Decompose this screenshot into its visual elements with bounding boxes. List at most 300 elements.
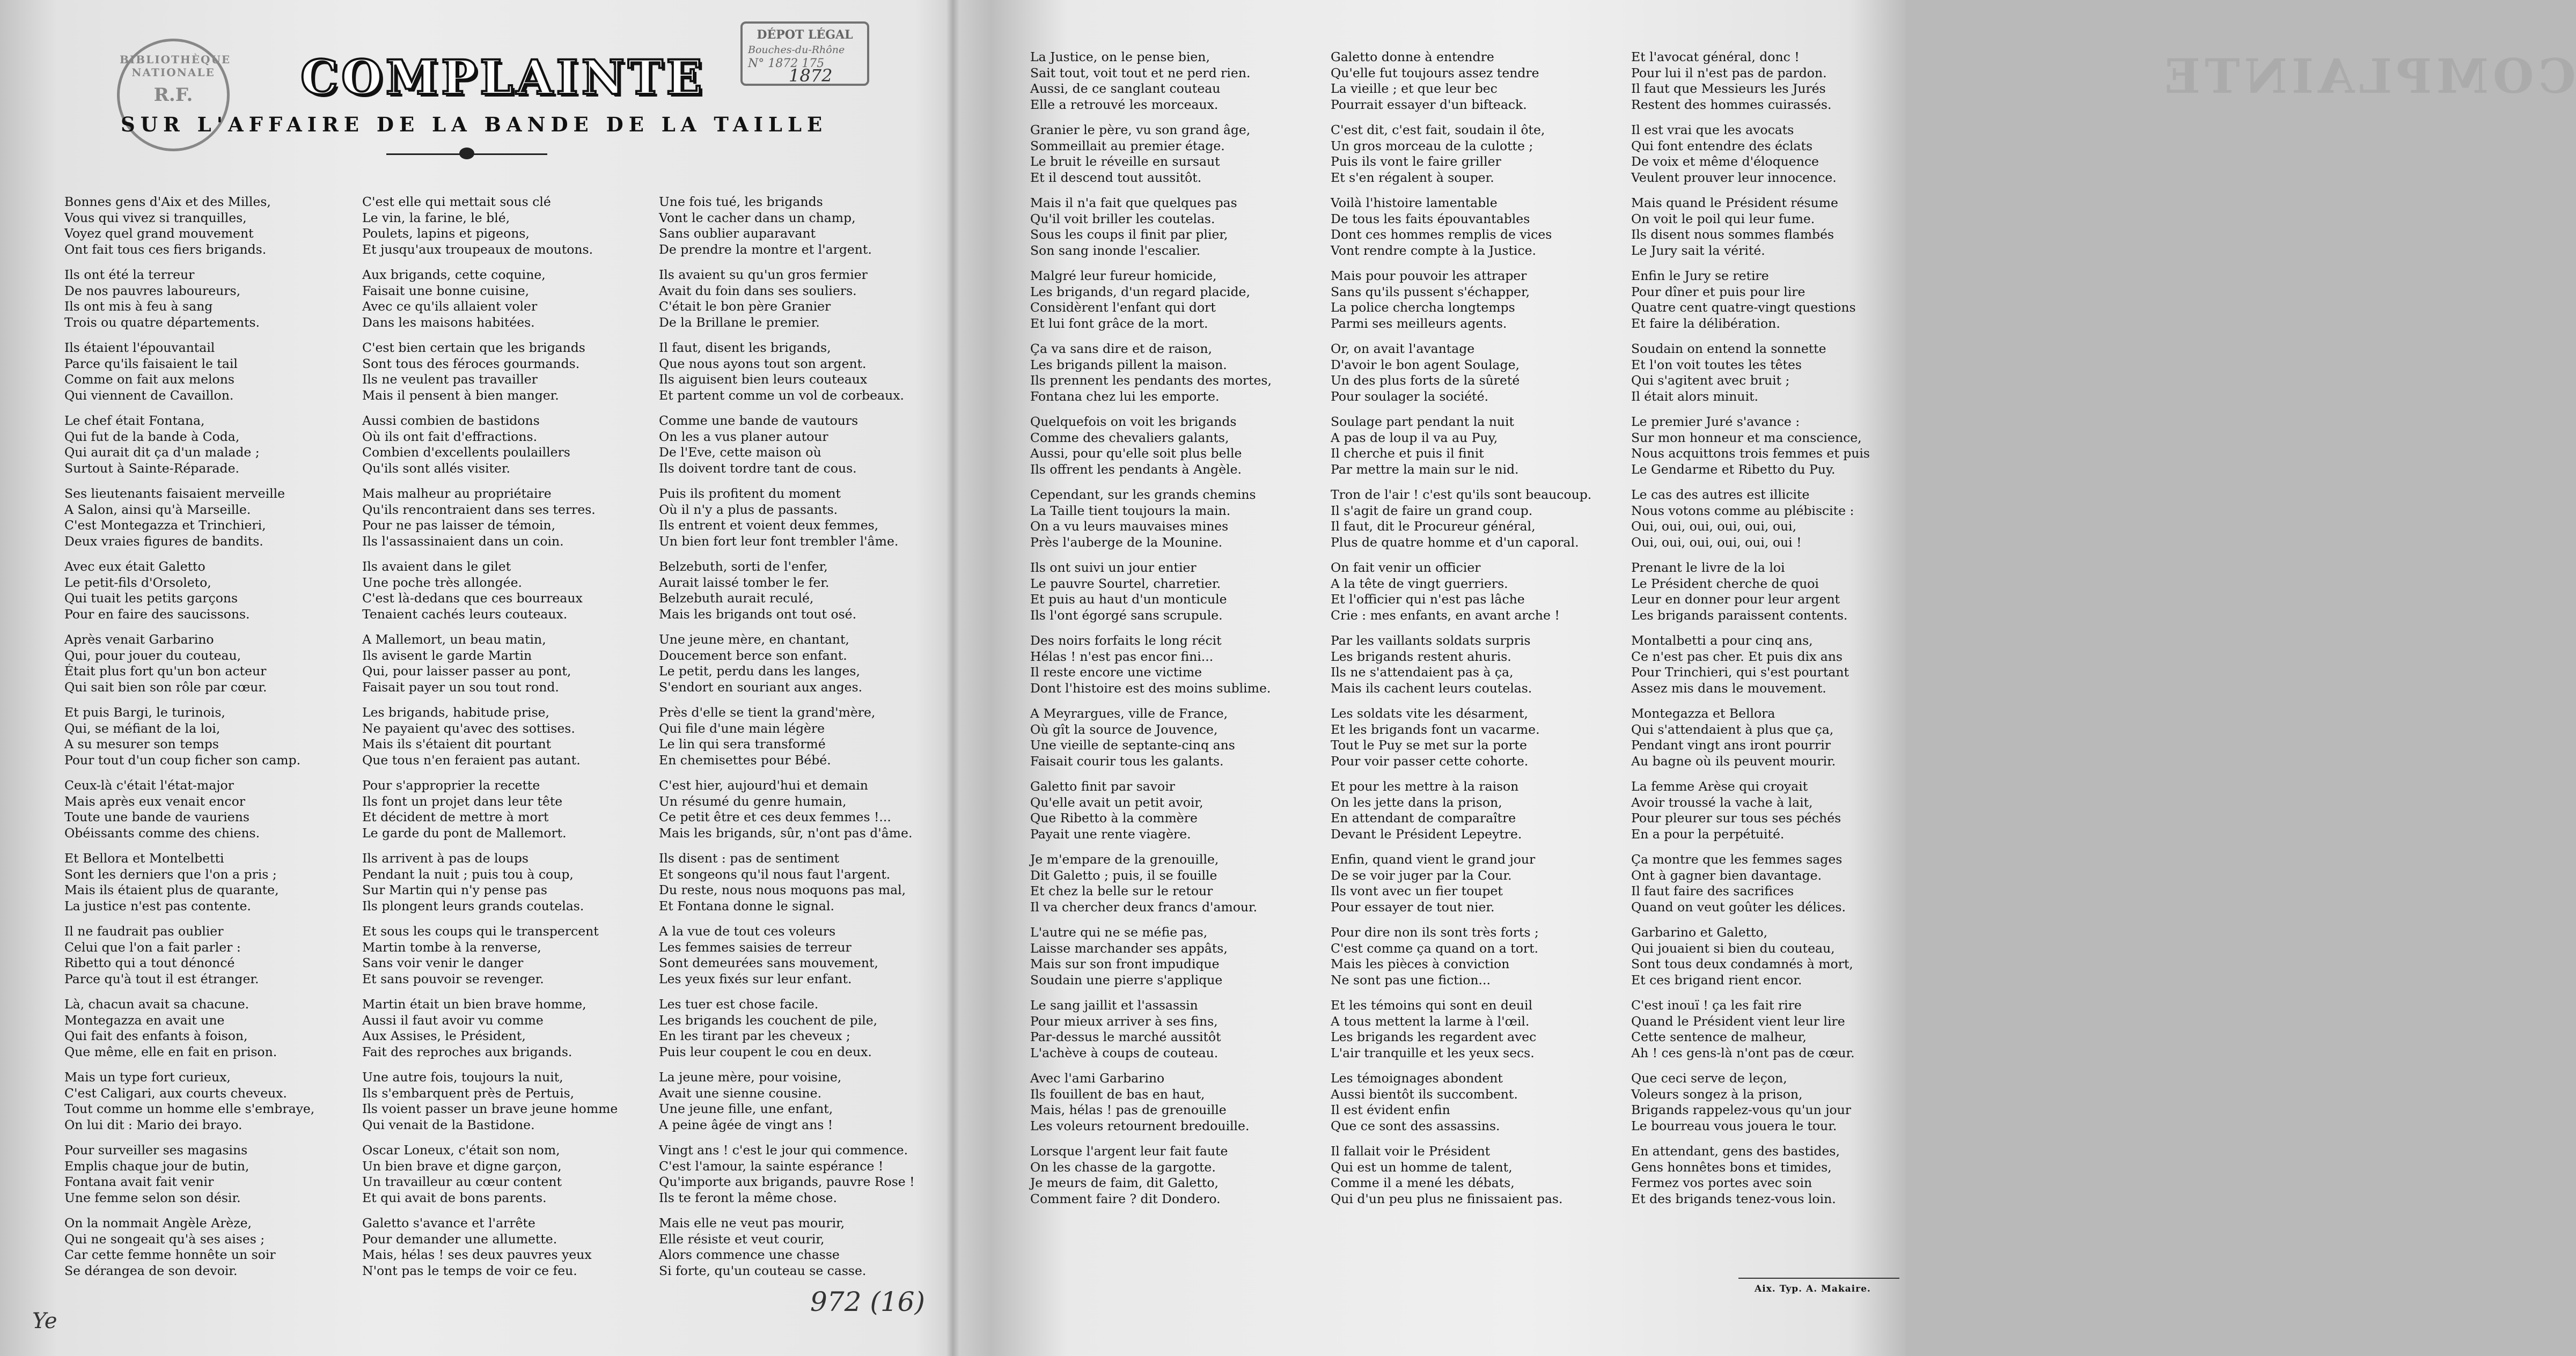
verse-line: Sont demeurées sans mouvement, xyxy=(659,955,878,970)
verse-line: Un résumé du genre humain, xyxy=(659,793,847,809)
verse-line: Pour Trinchieri, qui s'est pourtant xyxy=(1631,665,1849,680)
verse-line: Une jeune fille, une enfant, xyxy=(659,1101,833,1116)
stanza xyxy=(1631,49,1921,113)
stanza xyxy=(362,486,652,549)
stanza xyxy=(1030,925,1320,988)
verse-line: Poulets, lapins et pigeons, xyxy=(362,226,530,241)
verse-line: Si forte, qu'un couteau se casse. xyxy=(659,1263,867,1278)
verse-line: A Meyrargues, ville de France, xyxy=(1030,706,1228,721)
verse-line: De voix et même d'éloquence xyxy=(1631,154,1819,169)
verse-line: Ils disent : pas de sentiment xyxy=(659,851,840,866)
verse-line: Ils s'embarquent près de Pertuis, xyxy=(362,1085,575,1101)
verse-line: Et l'on voit toutes les têtes xyxy=(1631,357,1802,372)
verse-line: Comme on fait aux melons xyxy=(64,372,234,387)
poem-column-6 xyxy=(1631,49,1921,1217)
verse-line: Il s'agit de faire un grand coup. xyxy=(1331,503,1533,518)
verse-line: C'est l'amour, la sainte espérance ! xyxy=(659,1158,884,1174)
verse-line: Et sans pouvoir se revenger. xyxy=(362,971,544,986)
verse-line: Tron de l'air ! c'est qu'ils sont beaucoup. xyxy=(1331,487,1592,502)
verse-line: Ils plongent leurs grands coutelas. xyxy=(362,898,584,913)
stanza xyxy=(1331,925,1620,988)
verse-line: Ont à gagner bien davantage. xyxy=(1631,867,1822,883)
verse-line: Galetto donne à entendre xyxy=(1331,49,1494,64)
verse-line: Vont le cacher dans un champ, xyxy=(659,210,856,225)
verse-line: Pour dire non ils sont très forts ; xyxy=(1331,925,1539,940)
stanza xyxy=(1331,122,1620,186)
stanza xyxy=(64,705,354,768)
verse-line: Soudain on entend la sonnette xyxy=(1631,341,1826,356)
verse-line: Car cette femme honnête un soir xyxy=(64,1247,276,1262)
verse-line: La police chercha longtemps xyxy=(1331,300,1515,315)
verse-line: Et puis au haut d'un monticule xyxy=(1030,592,1227,607)
verse-line: C'est hier, aujourd'hui et demain xyxy=(659,778,868,793)
verse-line: Ah ! ces gens-là n'ont pas de cœur. xyxy=(1631,1045,1855,1060)
verse-line: Mais quand le Président résume xyxy=(1631,195,1838,210)
verse-line: C'est là-dedans que ces bourreaux xyxy=(362,591,583,606)
verse-line: Et il descend tout aussitôt. xyxy=(1030,170,1202,185)
verse-line: Ils arrivent à pas de loups xyxy=(362,851,529,866)
stanza xyxy=(1331,49,1620,113)
verse-line: Se dérangea de son devoir. xyxy=(64,1263,238,1278)
stanza xyxy=(362,705,652,768)
verse-line: La femme Arèse qui croyait xyxy=(1631,779,1808,794)
verse-line: Pour pleurer sur tous ses péchés xyxy=(1631,810,1841,826)
verse-line: Qui fut de la bande à Coda, xyxy=(64,429,240,444)
verse-line: Et sous les coups qui le transpercent xyxy=(362,924,599,939)
verse-line: Le vin, la farine, le blé, xyxy=(362,210,510,225)
verse-line: Ce petit être et ces deux femmes !... xyxy=(659,809,891,824)
verse-line: Mais pour pouvoir les attraper xyxy=(1331,268,1527,283)
verse-line: Ils l'assassinaient dans un coin. xyxy=(362,533,564,549)
verse-line: Pourrait essayer d'un bifteack. xyxy=(1331,97,1527,112)
verse-line: Avec eux était Galetto xyxy=(64,559,206,574)
verse-line: Doucement berce son enfant. xyxy=(659,647,847,663)
verse-line: Mais il pensent à bien manger. xyxy=(362,387,559,403)
verse-line: Elle résiste et veut courir, xyxy=(659,1231,825,1247)
verse-line: Et lui font grâce de la mort. xyxy=(1030,315,1208,331)
stanza xyxy=(1631,341,1921,404)
verse-line: Et décident de mettre à mort xyxy=(362,809,549,824)
verse-line: Les yeux fixés sur leur enfant. xyxy=(659,971,852,986)
verse-line: Qui s'agitent avec bruit ; xyxy=(1631,373,1790,388)
verse-line: Par mettre la main sur le nid. xyxy=(1331,461,1519,477)
poem-column-4 xyxy=(1030,49,1320,1217)
verse-line: Belzebuth aurait reculé, xyxy=(659,591,814,606)
verse-line: C'est elle qui mettait sous clé xyxy=(362,194,551,209)
verse-line: Un travailleur au cœur content xyxy=(362,1174,562,1189)
verse-line: On lui dit : Mario dei brayo. xyxy=(64,1117,243,1132)
verse-line: Ils voient passer un brave jeune homme xyxy=(362,1101,618,1116)
verse-line: Sommeillait au premier étage. xyxy=(1030,138,1225,153)
verse-line: Aussi combien de bastidons xyxy=(362,413,540,428)
verse-line: Crie : mes enfants, en avant arche ! xyxy=(1331,607,1560,623)
verse-line: Et jusqu'aux troupeaux de moutons. xyxy=(362,241,593,257)
verse-line: Ceux-là c'était l'état-major xyxy=(64,778,234,793)
verse-line: Hélas ! n'est pas encor fini... xyxy=(1030,648,1214,664)
verse-line: Galetto finit par savoir xyxy=(1030,779,1175,794)
stanza xyxy=(1030,487,1320,550)
verse-line: Aussi il faut avoir vu comme xyxy=(362,1012,544,1028)
stanza xyxy=(362,1070,652,1133)
poem-column-2 xyxy=(362,194,652,1288)
stanza xyxy=(1331,195,1620,259)
verse-line: Mais elle ne veut pas mourir, xyxy=(659,1215,845,1230)
verse-line: Qui s'attendaient à plus que ça, xyxy=(1631,721,1834,737)
verse-line: Qu'elle fut toujours assez tendre xyxy=(1331,65,1539,80)
verse-line: La jeune mère, pour voisine, xyxy=(659,1070,842,1085)
verse-line: De nos pauvres laboureurs, xyxy=(64,283,241,298)
verse-line: Gens honnêtes bons et timides, xyxy=(1631,1159,1832,1175)
handwritten-call-number: 972 (16) xyxy=(810,1286,925,1317)
verse-line: Le Président cherche de quoi xyxy=(1631,576,1819,591)
verse-line: Mais, hélas ! ses deux pauvres yeux xyxy=(362,1247,592,1262)
verse-line: Ils l'ont égorgé sans scrupule. xyxy=(1030,607,1223,623)
verse-line: C'était le bon père Granier xyxy=(659,299,831,314)
verse-line: Mais, hélas ! pas de grenouille xyxy=(1030,1102,1227,1117)
verse-line: Ils étaient l'épouvantail xyxy=(64,340,215,355)
verse-line: Sans oublier auparavant xyxy=(659,226,816,241)
verse-line: La justice n'est pas contente. xyxy=(64,898,251,913)
verse-line: Des noirs forfaits le long récit xyxy=(1030,633,1222,648)
stanza xyxy=(64,997,354,1060)
verse-line: Le bruit le réveille en sursaut xyxy=(1030,154,1220,169)
verse-line: Ils ont mis à feu à sang xyxy=(64,299,213,314)
verse-line: Pour surveiller ses magasins xyxy=(64,1143,248,1158)
verse-line: Il faut, dit le Procureur général, xyxy=(1331,519,1536,534)
verse-line: Où il n'y a plus de passants. xyxy=(659,502,838,517)
stanza xyxy=(362,851,652,914)
stanza xyxy=(362,340,652,403)
verse-line: Que même, elle en fait en prison. xyxy=(64,1044,277,1059)
verse-line: Qui fait des enfants à foison, xyxy=(64,1028,248,1043)
verse-line: Ils fouillent de bas en haut, xyxy=(1030,1086,1205,1102)
verse-line: Aux brigands, cette coquine, xyxy=(362,267,546,282)
verse-line: Le petit-fils d'Orsoleto, xyxy=(64,574,211,590)
verse-line: L'air tranquille et les yeux secs. xyxy=(1331,1045,1535,1060)
verse-line: Qui file d'une main légère xyxy=(659,720,825,736)
stanza xyxy=(64,559,354,622)
handwritten-corner-mark: Ye xyxy=(32,1309,57,1333)
handwritten-year: 1872 xyxy=(789,65,833,86)
stanza xyxy=(1331,998,1620,1061)
verse-line: Ils ne s'attendaient pas à ça, xyxy=(1331,665,1514,680)
stanza xyxy=(1030,122,1320,186)
verse-line: On fait venir un officier xyxy=(1331,560,1481,575)
verse-line: Les femmes saisies de terreur xyxy=(659,939,852,955)
stanza xyxy=(1631,925,1921,988)
verse-line: Les brigands pillent la maison. xyxy=(1030,357,1227,372)
verse-line: Parmi ses meilleurs agents. xyxy=(1331,315,1507,331)
verse-line: Sur Martin qui n'y pense pas xyxy=(362,882,547,897)
verse-line: Avait une sienne cousine. xyxy=(659,1085,822,1101)
verse-line: Une autre fois, toujours la nuit, xyxy=(362,1070,563,1085)
stanza xyxy=(659,924,949,987)
verse-line: Obéissants comme des chiens. xyxy=(64,825,260,841)
verse-line: Qui jouaient si bien du couteau, xyxy=(1631,940,1835,956)
verse-line: Dont l'histoire est des moins sublime. xyxy=(1030,680,1271,696)
verse-line: Pour voir passer cette cohorte. xyxy=(1331,753,1529,769)
stanza xyxy=(362,194,652,257)
left-page xyxy=(0,0,953,1356)
verse-line: Sont tous deux condamnés à mort, xyxy=(1631,956,1853,971)
verse-line: C'est comme ça quand on a tort. xyxy=(1331,940,1539,956)
bleed-through-title: COMPLAINTE xyxy=(2160,48,2576,104)
verse-line: En a pour la perpétuité. xyxy=(1631,826,1785,842)
verse-line: Plus de quatre homme et d'un caporal. xyxy=(1331,534,1579,550)
stanza xyxy=(1631,195,1921,259)
stanza xyxy=(659,486,949,549)
verse-line: Quand le Président vient leur lire xyxy=(1631,1013,1845,1029)
verse-line: Fontana chez lui les emporte. xyxy=(1030,388,1220,404)
verse-line: Ils te feront la même chose. xyxy=(659,1190,837,1205)
stanza xyxy=(362,413,652,476)
stanza xyxy=(1631,1144,1921,1207)
verse-line: Le petit, perdu dans les langes, xyxy=(659,664,860,679)
verse-line: Que ce sont des assassins. xyxy=(1331,1118,1500,1133)
stanza xyxy=(659,194,949,257)
verse-line: Les témoignages abondent xyxy=(1331,1071,1503,1086)
verse-line: Les brigands les regardent avec xyxy=(1331,1029,1537,1044)
stanza xyxy=(362,267,652,330)
verse-line: Qui viennent de Cavaillon. xyxy=(64,387,234,403)
verse-line: Le Jury sait la vérité. xyxy=(1631,242,1765,258)
verse-line: Et Bellora et Montelbetti xyxy=(64,851,224,866)
verse-line: Et chez la belle sur le retour xyxy=(1030,883,1213,898)
verse-line: Que ceci serve de leçon, xyxy=(1631,1071,1787,1086)
verse-line: Martin était un bien brave homme, xyxy=(362,997,586,1012)
verse-line: Brigands rappelez-vous qu'un jour xyxy=(1631,1102,1852,1117)
verse-line: Mais ils étaient plus de quarante, xyxy=(64,882,279,897)
verse-line: L'autre qui ne se méfie pas, xyxy=(1030,925,1208,940)
verse-line: Ils avisent le garde Martin xyxy=(362,647,532,663)
verse-line: Ils font un projet dans leur tête xyxy=(362,793,563,809)
verse-line: Tenaient cachés leurs couteaux. xyxy=(362,606,568,622)
verse-line: Sait tout, voit tout et ne perd rien. xyxy=(1030,65,1251,80)
stanza xyxy=(659,778,949,841)
divider-ornament xyxy=(459,148,474,159)
verse-line: Surtout à Sainte-Réparade. xyxy=(64,460,239,476)
verse-line: Enfin le Jury se retire xyxy=(1631,268,1769,283)
verse-line: Garbarino et Galetto, xyxy=(1631,925,1768,940)
verse-line: Où ils ont fait d'effractions. xyxy=(362,429,538,444)
verse-line: On voit le poil qui leur fume. xyxy=(1631,211,1815,226)
stanza xyxy=(1030,706,1320,769)
stanza xyxy=(64,924,354,987)
verse-line: Emplis chaque jour de butin, xyxy=(64,1158,249,1174)
stanza xyxy=(362,924,652,987)
verse-line: Parce qu'ils faisaient le tail xyxy=(64,356,238,371)
verse-line: Montegazza en avait une xyxy=(64,1012,225,1028)
verse-line: Enfin, quand vient le grand jour xyxy=(1331,852,1536,867)
stanza xyxy=(659,413,949,476)
stanza xyxy=(1030,341,1320,404)
verse-line: Il va chercher deux francs d'amour. xyxy=(1030,899,1258,915)
stanza xyxy=(1331,1144,1620,1207)
verse-line: Les brigands restent ahuris. xyxy=(1331,648,1511,664)
verse-line: Le bourreau vous jouera le tour. xyxy=(1631,1118,1837,1133)
stanza xyxy=(1631,268,1921,331)
verse-line: C'est bien certain que les brigands xyxy=(362,340,585,355)
verse-line: Avoir troussé la vache à lait, xyxy=(1631,794,1813,810)
verse-line: Comme il a mené les débats, xyxy=(1331,1175,1515,1190)
stanza xyxy=(1631,779,1921,842)
verse-line: Faisait courir tous les galants. xyxy=(1030,753,1224,769)
verse-line: Après venait Garbarino xyxy=(64,632,214,647)
stanza xyxy=(1030,852,1320,915)
verse-line: Mais ils s'étaient dit pourtant xyxy=(362,736,552,751)
verse-line: Payait une rente viagère. xyxy=(1030,826,1191,842)
verse-line: Les brigands les couchent de pile, xyxy=(659,1012,878,1028)
verse-line: Tout le Puy se met sur la porte xyxy=(1331,738,1527,753)
verse-line: Et qui avait de bons parents. xyxy=(362,1190,547,1205)
verse-line: Là, chacun avait sa chacune. xyxy=(64,997,249,1012)
verse-line: Aussi, de ce sanglant couteau xyxy=(1030,81,1221,96)
verse-line: Ils aiguisent bien leurs couteaux xyxy=(659,372,868,387)
verse-line: Pour dîner et puis pour lire xyxy=(1631,284,1806,299)
stanza xyxy=(64,194,354,257)
verse-line: Sans voir venir le danger xyxy=(362,955,524,970)
verse-line: Près d'elle se tient la grand'mère, xyxy=(659,705,876,720)
verse-line: Le cas des autres est illicite xyxy=(1631,487,1810,502)
verse-line: Parce qu'à tout il est étranger. xyxy=(64,971,259,986)
verse-line: On les chasse de la gargotte. xyxy=(1030,1159,1216,1175)
verse-line: Qui, se méfiant de la loi, xyxy=(64,720,221,736)
verse-line: Dit Galetto ; puis, il se fouille xyxy=(1030,867,1217,883)
verse-line: Je m'empare de la grenouille, xyxy=(1030,852,1219,867)
verse-line: Puis ils profitent du moment xyxy=(659,486,841,501)
verse-line: Aurait laissé tomber le fer. xyxy=(659,574,830,590)
verse-line: Pour essayer de tout nier. xyxy=(1331,899,1495,915)
verse-line: A Mallemort, un beau matin, xyxy=(362,632,546,647)
verse-line: La Justice, on le pense bien, xyxy=(1030,49,1210,64)
stanza xyxy=(659,1215,949,1279)
verse-line: Ont fait tous ces fiers brigands. xyxy=(64,241,267,257)
verse-line: Aussi bientôt ils succombent. xyxy=(1331,1086,1518,1102)
stanza xyxy=(1631,706,1921,769)
stanza xyxy=(362,632,652,695)
poem-column-1 xyxy=(64,194,354,1288)
stanza xyxy=(1331,341,1620,404)
verse-line: Un bien brave et digne garçon, xyxy=(362,1158,562,1174)
stanza xyxy=(659,705,949,768)
page-title: COMPLAINTE xyxy=(300,49,706,105)
verse-line: Soulage part pendant la nuit xyxy=(1331,414,1514,429)
verse-line: De l'Eve, cette maison où xyxy=(659,445,821,460)
verse-line: Ribetto qui a tout dénoncé xyxy=(64,955,235,970)
verse-line: Pour soulager la société. xyxy=(1331,388,1488,404)
verse-line: A peine âgée de vingt ans ! xyxy=(659,1117,833,1132)
stanza xyxy=(1331,1071,1620,1134)
stanza xyxy=(659,997,949,1060)
verse-line: La Taille tient toujours la main. xyxy=(1030,503,1231,518)
verse-line: Et faire la délibération. xyxy=(1631,315,1780,331)
verse-line: Fait des reproches aux brigands. xyxy=(362,1044,573,1059)
verse-line: Un bien fort leur font trembler l'âme. xyxy=(659,533,899,549)
stanza xyxy=(1631,487,1921,550)
stanza xyxy=(1030,195,1320,259)
verse-line: Veulent prouver leur innocence. xyxy=(1631,170,1837,185)
verse-line: Pour lui il n'est pas de pardon. xyxy=(1631,65,1827,80)
verse-line: Ils doivent tordre tant de cous. xyxy=(659,460,857,476)
verse-line: Voleurs songez à la prison, xyxy=(1631,1086,1803,1102)
verse-line: Restent des hommes cuirassés. xyxy=(1631,97,1832,112)
stanza xyxy=(362,1215,652,1279)
verse-line: Le chef était Fontana, xyxy=(64,413,205,428)
stanza xyxy=(1631,1071,1921,1134)
stanza xyxy=(64,851,354,914)
verse-line: Montalbetti a pour cinq ans, xyxy=(1631,633,1813,648)
verse-line: Martin tombe à la renverse, xyxy=(362,939,541,955)
verse-line: Qui, pour jouer du couteau, xyxy=(64,647,241,663)
verse-line: Ils offrent les pendants à Angèle. xyxy=(1030,461,1242,477)
verse-line: En chemisettes pour Bébé. xyxy=(659,752,831,768)
verse-line: Et ces brigand rient encor. xyxy=(1631,972,1802,987)
verse-line: Ne payaient qu'avec des sottises. xyxy=(362,720,575,736)
verse-line: Ils disent nous sommes flambés xyxy=(1631,227,1834,242)
stanza xyxy=(1030,998,1320,1061)
verse-line: Considèrent l'enfant qui dort xyxy=(1030,300,1216,315)
verse-line: Sont tous des féroces gourmands. xyxy=(362,356,580,371)
stanza xyxy=(1331,414,1620,477)
verse-line: Ils avaient dans le gilet xyxy=(362,559,511,574)
verse-line: Il reste encore une victime xyxy=(1030,665,1202,680)
verse-line: Quatre cent quatre-vingt questions xyxy=(1631,300,1856,315)
verse-line: Belzebuth, sorti de l'enfer, xyxy=(659,559,828,574)
poem-column-5 xyxy=(1331,49,1620,1217)
verse-line: Mais les pièces à conviction xyxy=(1331,956,1510,971)
verse-line: Sans qu'ils pussent s'échapper, xyxy=(1331,284,1530,299)
verse-line: Du reste, nous nous moquons pas mal, xyxy=(659,882,906,897)
verse-line: Ils avaient su qu'un gros fermier xyxy=(659,267,868,282)
verse-line: Les brigands, d'un regard placide, xyxy=(1030,284,1250,299)
library-stamp-ring: BIBLIOTHÈQUE NATIONALE xyxy=(120,53,231,79)
verse-line: Que Ribetto à la commère xyxy=(1030,810,1198,826)
verse-line: Cependant, sur les grands chemins xyxy=(1030,487,1256,502)
verse-line: Une vieille de septante-cinq ans xyxy=(1030,738,1235,753)
verse-line: Deux vraies figures de bandits. xyxy=(64,533,263,549)
verse-line: Trois ou quatre départements. xyxy=(64,314,260,330)
stanza xyxy=(1331,706,1620,769)
stanza xyxy=(1030,414,1320,477)
verse-line: Avec ce qu'ils allaient voler xyxy=(362,299,538,314)
verse-line: D'avoir le bon agent Soulage, xyxy=(1331,357,1520,372)
verse-line: Mais après eux venait encor xyxy=(64,793,245,809)
verse-line: Le premier Juré s'avance : xyxy=(1631,414,1800,429)
stanza xyxy=(659,559,949,622)
library-stamp-center: R.F. xyxy=(153,84,193,106)
verse-line: Quelquefois on voit les brigands xyxy=(1030,414,1237,429)
verse-line: Qu'importe aux brigands, pauvre Rose ! xyxy=(659,1174,915,1189)
verse-line: A tous mettent la larme à l'œil. xyxy=(1331,1013,1530,1029)
stanza xyxy=(659,632,949,695)
verse-line: Voyez quel grand mouvement xyxy=(64,226,254,241)
verse-line: Il était alors minuit. xyxy=(1631,388,1758,404)
verse-line: Les brigands paraissent contents. xyxy=(1631,607,1848,623)
verse-line: C'est dit, c'est fait, soudain il ôte, xyxy=(1331,122,1545,137)
verse-line: Comment faire ? dit Dondero. xyxy=(1030,1191,1221,1206)
verse-line: Sur mon honneur et ma conscience, xyxy=(1631,430,1862,445)
verse-line: Pour tout d'un coup ficher son camp. xyxy=(64,752,301,768)
verse-line: Les brigands, habitude prise, xyxy=(362,705,550,720)
stanza xyxy=(64,340,354,403)
verse-line: Fontana avait fait venir xyxy=(64,1174,214,1189)
verse-line: Comme une bande de vautours xyxy=(659,413,858,428)
depot-legal-stamp-title: DÉPOT LÉGAL xyxy=(757,28,853,42)
verse-line: Le Gendarme et Ribetto du Puy. xyxy=(1631,461,1836,477)
verse-line: Pendant la nuit ; puis tou à coup, xyxy=(362,866,574,882)
verse-line: Combien d'excellents poulaillers xyxy=(362,445,570,460)
verse-line: Qu'il voit briller les coutelas. xyxy=(1030,211,1215,226)
